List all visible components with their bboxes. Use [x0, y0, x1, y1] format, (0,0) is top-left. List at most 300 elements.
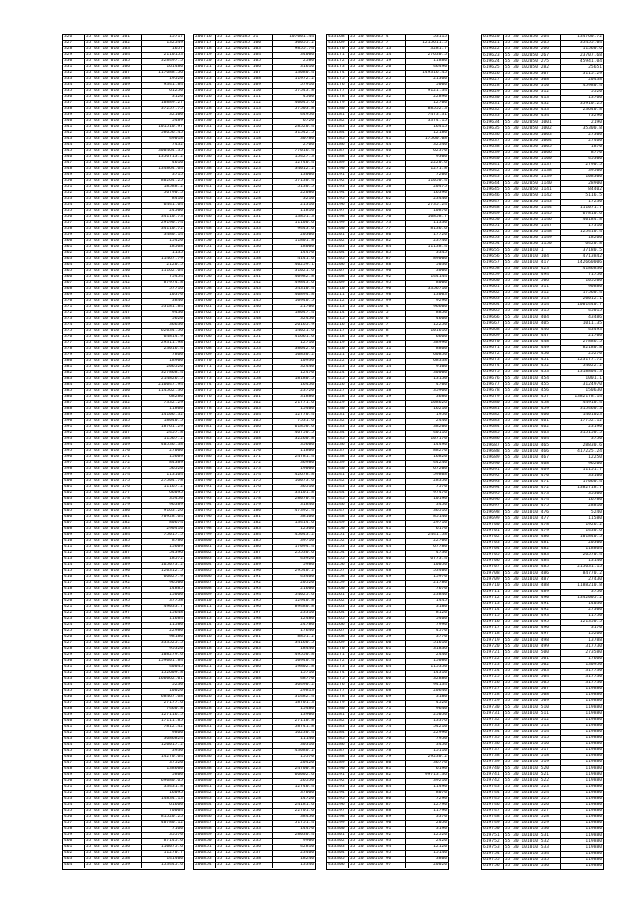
- row-value-cell: 80264.25: [160, 179, 183, 184]
- row-value-cell: 130950: [585, 662, 602, 667]
- row-id-cell: 619656: [482, 254, 504, 259]
- row-code-cell: 55 20 080505 40: [349, 131, 406, 136]
- row-id-cell: 426: [63, 635, 85, 640]
- row-id-cell: 206760: [194, 299, 216, 304]
- row-id-cell: 433260: [327, 587, 349, 592]
- row-id-cell: 206839: [194, 773, 216, 778]
- row-code-cell: 55 30 102050 310: [504, 84, 561, 89]
- row-id-cell: 433292: [327, 779, 349, 784]
- row-id-cell: 350: [63, 179, 85, 184]
- row-id-cell: 442: [63, 731, 85, 736]
- row-id-cell: 336: [63, 95, 85, 100]
- row-value-cell: 9860: [171, 731, 183, 736]
- row-value-cell: 2440: [435, 653, 447, 658]
- row-code-cell: 55 20 100110 54: [349, 605, 406, 610]
- row-value-cell: 317730: [585, 644, 602, 649]
- row-id-cell: 433293: [327, 785, 349, 790]
- row-code-cell: 55 20 100110 13: [349, 359, 406, 364]
- row-code-cell: 55 12 290201 134: [216, 233, 273, 238]
- row-id-cell: 408: [63, 527, 85, 532]
- row-value-cell: 11467.79: [160, 257, 183, 262]
- row-value-cell: 12250: [588, 455, 602, 460]
- row-value-cell: 5980: [302, 563, 314, 568]
- row-id-cell: 429: [63, 653, 85, 658]
- row-id-cell: 619648: [482, 206, 504, 211]
- row-code-cell: 55 30 101010 487: [504, 577, 561, 582]
- row-code-cell: 55 03 10 010 206: [85, 665, 142, 670]
- row-id-cell: 206837: [194, 761, 216, 766]
- row-value-cell: 22890: [433, 95, 447, 100]
- row-value-cell: 12360: [300, 527, 314, 532]
- row-value-cell: 39710: [300, 539, 314, 544]
- row-id-cell: 369: [63, 293, 85, 298]
- row-id-cell: 448: [63, 767, 85, 772]
- row-value-cell: 11580: [588, 516, 602, 521]
- row-value-cell: 61660: [169, 803, 183, 808]
- row-value-cell: 1011.35: [582, 321, 602, 326]
- row-value-cell: 15570: [300, 755, 314, 760]
- row-code-cell: 55 30 101010 515: [504, 736, 561, 741]
- row-code-cell: 55 30 102050 1139: [504, 175, 561, 180]
- row-code-cell: 55 20 080505 13: [349, 47, 406, 52]
- row-id-cell: 433177: [327, 89, 349, 94]
- row-code-cell: 55 30 101010 473: [504, 492, 561, 497]
- row-id-cell: 206840: [194, 779, 216, 784]
- row-value-cell: 39210: [433, 779, 447, 784]
- row-code-cell: 55 30 101010 505: [504, 681, 561, 686]
- row-value-cell: 36490.2: [294, 683, 314, 688]
- row-code-cell: 55 12 290201 157: [216, 371, 273, 376]
- row-code-cell: 55 30 101010 497: [504, 632, 561, 637]
- row-code-cell: 55 12 290201 218: [216, 737, 273, 742]
- row-value-cell: 25270: [588, 351, 602, 357]
- row-id-cell: 430: [63, 659, 85, 664]
- row-value-cell: 29540.2: [294, 569, 314, 574]
- row-code-cell: 55 12 290201 151: [216, 335, 273, 340]
- row-value-cell: 9430: [171, 311, 183, 316]
- row-id-cell: 433: [63, 677, 85, 682]
- row-value-cell: 17560.08: [424, 137, 447, 142]
- row-id-cell: 619717: [482, 626, 504, 631]
- row-value-cell: 4660: [435, 317, 447, 322]
- row-value-cell: 17560.4: [582, 290, 602, 296]
- row-code-cell: 55 03 10 010 106: [85, 65, 142, 70]
- row-id-cell: 619735: [482, 736, 504, 741]
- row-id-cell: 206718: [194, 47, 216, 52]
- row-id-cell: 382: [63, 371, 85, 376]
- row-id-cell: 433229: [327, 401, 349, 406]
- row-value-cell: 88552.3: [427, 107, 447, 112]
- row-code-cell: 55 30 102050 1003: [504, 133, 561, 138]
- row-value-cell: 110075.6: [160, 845, 183, 850]
- row-code-cell: 55 30 102050 1004: [504, 139, 561, 144]
- row-code-cell: 55 20 100110 69: [349, 695, 406, 700]
- row-value-cell: 39500: [588, 169, 602, 174]
- row-code-cell: 55 30 101010 471: [504, 480, 561, 485]
- row-value-cell: 5000: [435, 83, 447, 88]
- row-code-cell: 55 20 100110 88: [349, 809, 406, 814]
- row-code-cell: 55 20 100110 8: [349, 329, 406, 334]
- row-value-cell: 32100: [169, 113, 183, 118]
- row-id-cell: 206846: [194, 815, 216, 820]
- row-code-cell: 55 20 100110 22: [349, 413, 406, 418]
- row-code-cell: 55 12 290201 120: [216, 149, 273, 154]
- row-value-cell: 20012.1: [582, 297, 602, 302]
- row-id-cell: 379: [63, 353, 85, 358]
- row-id-cell: 458: [63, 827, 85, 832]
- row-id-cell: 619671: [482, 346, 504, 351]
- row-id-cell: 619755: [482, 858, 504, 863]
- row-code-cell: 55 12 290201 205: [216, 659, 273, 664]
- row-id-cell: 433294: [327, 791, 349, 796]
- row-id-cell: 452: [63, 791, 85, 796]
- row-id-cell: 433284: [327, 731, 349, 736]
- row-code-cell: 55 30 101010 532: [504, 839, 561, 844]
- row-code-cell: 55 03 10 010 208: [85, 677, 142, 682]
- row-code-cell: 55 12 290201 235: [216, 839, 273, 844]
- row-id-cell: 206778: [194, 407, 216, 412]
- row-id-cell: 206741: [194, 185, 216, 190]
- row-value-cell: 5230: [171, 683, 183, 688]
- row-code-cell: 55 30 102050 1100: [504, 157, 561, 162]
- row-code-cell: 55 20 080505 85: [349, 251, 406, 256]
- row-code-cell: 55 03 10 010 138: [85, 257, 142, 262]
- row-code-cell: 55 30 101010 498: [504, 638, 561, 643]
- row-id-cell: 206743: [194, 197, 216, 202]
- row-id-cell: 433234: [327, 431, 349, 436]
- row-code-cell: 55 03 10 010 232: [85, 821, 142, 826]
- row-code-cell: 55 03 10 010 223: [85, 767, 142, 772]
- row-code-cell: 55 03 10 010 132: [85, 221, 142, 226]
- row-code-cell: 55 20 100110 41: [349, 527, 406, 532]
- row-code-cell: 55 30 101010 462: [504, 425, 561, 430]
- row-id-cell: 619640: [482, 157, 504, 162]
- row-value-cell: 21780: [433, 581, 447, 586]
- row-id-cell: 334: [63, 83, 85, 88]
- row-code-cell: 55 12 290201 219: [216, 743, 273, 748]
- row-value-cell: 15420: [169, 239, 183, 244]
- row-id-cell: 206831: [194, 725, 216, 730]
- row-value-cell: 38160: [300, 515, 314, 520]
- row-code-cell: 55 03 10 010 229: [85, 803, 142, 808]
- row-code-cell: 55 20 100110 7: [349, 323, 406, 328]
- row-value-cell: 29230.2: [427, 755, 447, 760]
- row-code-cell: 55 12 290201 188: [216, 557, 273, 562]
- row-value-cell: 10858.7: [427, 215, 447, 220]
- row-id-cell: 619654: [482, 242, 504, 247]
- row-id-cell: 206808: [194, 587, 216, 592]
- row-code-cell: 55 20 100110 62: [349, 653, 406, 658]
- row-id-cell: 433291: [327, 773, 349, 778]
- row-value-cell: 70004: [169, 809, 183, 814]
- row-code-cell: 55 12 290201 213: [216, 707, 273, 712]
- row-value-cell: 11800: [169, 407, 183, 412]
- row-id-cell: 400: [63, 479, 85, 484]
- row-id-cell: 329: [63, 53, 85, 58]
- row-code-cell: 55 12 290201 171: [216, 455, 273, 460]
- row-id-cell: 433262: [327, 599, 349, 604]
- row-id-cell: 352: [63, 191, 85, 196]
- row-code-cell: 55 12 290201 123: [216, 167, 273, 172]
- row-code-cell: 55 12 290201 187: [216, 551, 273, 556]
- row-id-cell: 206731: [194, 125, 216, 130]
- row-code-cell: 55 12 290201 156: [216, 365, 273, 370]
- row-code-cell: 55 20 100110 68: [349, 689, 406, 694]
- row-id-cell: 433253: [327, 545, 349, 550]
- row-id-cell: 412: [63, 551, 85, 556]
- row-id-cell: 403: [63, 497, 85, 502]
- row-code-cell: 55 30 101010 404: [504, 315, 561, 320]
- row-value-cell: 27886.5: [582, 339, 602, 344]
- row-code-cell: 55 20 080505 39: [349, 125, 406, 130]
- row-id-cell: 619700: [482, 523, 504, 528]
- row-code-cell: 55 03 10 010 180: [85, 509, 142, 514]
- row-code-cell: 55 20 100110 25: [349, 431, 406, 436]
- row-value-cell: 16780: [588, 498, 602, 503]
- row-id-cell: 206852: [194, 851, 216, 856]
- row-code-cell: 55 30 101010 405: [504, 321, 561, 326]
- row-code-cell: 55 20 100110 80: [349, 761, 406, 766]
- row-id-cell: 433210: [327, 287, 349, 292]
- row-id-cell: 346: [63, 155, 85, 160]
- row-value-cell: 2441.58: [427, 533, 447, 538]
- row-id-cell: 433288: [327, 755, 349, 760]
- row-value-cell: 57130.4: [294, 179, 314, 184]
- row-value-cell: 125410.4: [579, 230, 602, 235]
- row-value-cell: 89000: [433, 257, 447, 262]
- row-id-cell: 206745: [194, 209, 216, 214]
- row-value-cell: 34110.73: [160, 215, 183, 220]
- row-value-cell: 11138.4: [427, 245, 447, 250]
- row-value-cell: 45980.4: [582, 83, 602, 88]
- row-value-cell: 15970: [433, 575, 447, 580]
- row-code-cell: 55 03 10 010 161: [85, 395, 142, 400]
- row-id-cell: 391: [63, 425, 85, 430]
- row-value-cell: 3180: [435, 695, 447, 700]
- row-id-cell: 433201: [327, 233, 349, 238]
- row-id-cell: 206807: [194, 581, 216, 586]
- row-code-cell: 55 30 101010 507: [504, 687, 561, 692]
- row-code-cell: 55 20 100110 59: [349, 635, 406, 640]
- row-value-cell: 13080.4: [294, 71, 314, 76]
- row-code-cell: 55 30 101010 453: [504, 370, 561, 375]
- row-code-cell: 55 20 100110 49: [349, 575, 406, 580]
- row-id-cell: 619740: [482, 766, 504, 771]
- row-value-cell: 21700: [300, 305, 314, 310]
- row-id-cell: 433273: [327, 665, 349, 670]
- row-value-cell: 25651: [588, 65, 602, 70]
- row-value-cell: 12120: [433, 845, 447, 850]
- row-value-cell: 46750.5: [294, 431, 314, 436]
- row-id-cell: 206823: [194, 677, 216, 682]
- row-id-cell: 433250: [327, 527, 349, 532]
- row-code-cell: 55 20 080505 25: [349, 77, 406, 82]
- row-id-cell: 619650: [482, 218, 504, 223]
- row-value-cell: 101510.97: [158, 125, 183, 130]
- row-code-cell: 55 12 290201 237: [216, 851, 273, 856]
- row-value-cell: 36980: [300, 461, 314, 466]
- row-value-cell: 24781.4: [294, 455, 314, 460]
- row-code-cell: 55 20 080505 19: [349, 59, 406, 64]
- row-id-cell: 619712: [482, 596, 504, 601]
- row-code-cell: 55 20 100110 45: [349, 551, 406, 556]
- row-id-cell: 433272: [327, 659, 349, 664]
- row-id-cell: 433193: [327, 185, 349, 190]
- row-code-cell: 55 03 10 010 186: [85, 545, 142, 550]
- row-code-cell: 55 20 100110 84: [349, 785, 406, 790]
- row-code-cell: 55 03 10 010 110: [85, 89, 142, 94]
- row-id-cell: 357: [63, 221, 85, 226]
- row-code-cell: 55 03 10 010 151: [85, 335, 142, 340]
- row-value-cell: 144144: [430, 275, 447, 280]
- row-id-cell: 433290: [327, 767, 349, 772]
- row-id-cell: 422: [63, 611, 85, 616]
- row-value-cell: 36630: [169, 323, 183, 328]
- row-id-cell: 619711: [482, 590, 504, 595]
- row-id-cell: 206820: [194, 659, 216, 664]
- row-value-cell: 84389: [169, 461, 183, 466]
- row-id-cell: 619727: [482, 687, 504, 692]
- row-id-cell: 206763: [194, 317, 216, 322]
- row-code-cell: 55 30 102050 1145: [504, 212, 561, 217]
- row-id-cell: 619637: [482, 139, 504, 144]
- row-value-cell: 20640: [433, 689, 447, 694]
- row-id-cell: 433231: [327, 413, 349, 418]
- row-id-cell: 206769: [194, 353, 216, 358]
- row-code-cell: 55 12 290201 211: [216, 695, 273, 700]
- row-code-cell: 55 03 10 010 152: [85, 341, 142, 346]
- row-value-cell: 119880: [585, 839, 602, 844]
- row-code-cell: 55 30 101010 448: [504, 340, 561, 345]
- row-value-cell: 26570.4: [582, 552, 602, 558]
- row-value-cell: 3190: [435, 827, 447, 832]
- row-id-cell: 456: [63, 815, 85, 820]
- row-value-cell: 43486: [588, 315, 602, 320]
- row-code-cell: 55 30 101010 477: [504, 516, 561, 521]
- row-id-cell: 385: [63, 389, 85, 394]
- row-code-cell: 55 20 100110 37: [349, 503, 406, 508]
- row-code-cell: 55 20 100110 4: [349, 305, 406, 310]
- row-code-cell: 55 12 290201 122: [216, 161, 273, 166]
- row-code-cell: 55 20 100110 19: [349, 395, 406, 400]
- row-code-cell: 55 12 290201 215: [216, 719, 273, 724]
- row-code-cell: 55 03 10 010 109: [85, 83, 142, 88]
- row-id-cell: 433245: [327, 497, 349, 502]
- row-value-cell: 317730: [585, 680, 602, 686]
- row-id-cell: 415: [63, 569, 85, 574]
- row-code-cell: 55 30 101010 450: [504, 352, 561, 357]
- row-code-cell: 55 30 101010 514: [504, 730, 561, 735]
- row-value-cell: 118864: [585, 546, 602, 552]
- row-code-cell: 55 12 290201 142: [216, 281, 273, 286]
- row-value-cell: 2190: [590, 120, 602, 125]
- row-value-cell: 7290: [435, 797, 447, 802]
- row-value-cell: 56790.5: [163, 191, 183, 196]
- row-code-cell: 55 12 290201 202: [216, 641, 273, 646]
- row-id-cell: 457: [63, 821, 85, 826]
- row-code-cell: 55 12 290201 143: [216, 287, 273, 292]
- row-value-cell: 120312.5: [160, 569, 183, 574]
- row-code-cell: 55 12 290201 117: [216, 131, 273, 136]
- row-value-cell: 11810: [300, 209, 314, 214]
- row-code-cell: 55 03 10 010 160: [85, 389, 142, 394]
- row-id-cell: 619753: [482, 845, 504, 850]
- row-id-cell: 619649: [482, 212, 504, 217]
- row-code-cell: 55 12 290201 234: [216, 833, 273, 838]
- row-code-cell: 55 03 10 010 173: [85, 467, 142, 472]
- row-value-cell: 45043.2: [294, 533, 314, 538]
- row-code-cell: 55 20 080505 36: [349, 113, 406, 118]
- row-id-cell: 619664: [482, 303, 504, 308]
- row-value-cell: 119880: [585, 821, 602, 826]
- row-code-cell: 55 20 100110 24: [349, 425, 406, 430]
- row-code-cell: 55 20 080505 84: [349, 245, 406, 250]
- row-id-cell: 433254: [327, 551, 349, 556]
- row-code-cell: 55 20 080505 27: [349, 83, 406, 88]
- row-value-cell: 75454: [169, 275, 183, 280]
- row-id-cell: 619641: [482, 163, 504, 168]
- row-code-cell: 55 20 100110 48: [349, 569, 406, 574]
- row-id-cell: 441: [63, 725, 85, 730]
- row-code-cell: 55 03 10 010 236: [85, 845, 142, 850]
- row-value-cell: 18588.2: [163, 185, 183, 190]
- row-code-cell: 55 12 290201 198: [216, 617, 273, 622]
- row-value-cell: 108300: [585, 175, 602, 180]
- row-code-cell: 55 30 101010 464: [504, 437, 561, 442]
- row-id-cell: 619643: [482, 175, 504, 180]
- row-id-cell: 386: [63, 395, 85, 400]
- row-code-cell: 55 12 290201 190: [216, 569, 273, 574]
- row-code-cell: 55 03 10 010 172: [85, 461, 142, 466]
- row-code-cell: 55 12 290201 212: [216, 701, 273, 706]
- row-value-cell: 8770: [590, 150, 602, 156]
- row-id-cell: 206812: [194, 611, 216, 616]
- row-code-cell: 55 30 101010 484: [504, 559, 561, 564]
- row-id-cell: 433248: [327, 515, 349, 520]
- row-value-cell: 13000: [300, 173, 314, 178]
- row-value-cell: 9163.26: [163, 509, 183, 514]
- row-id-cell: 206730: [194, 119, 216, 124]
- row-value-cell: 44240: [433, 461, 447, 466]
- row-id-cell: 619739: [482, 760, 504, 765]
- row-value-cell: 3680: [435, 395, 447, 400]
- row-code-cell: 55 30 101010 311: [504, 285, 561, 290]
- row-value-cell: 16450: [300, 383, 314, 388]
- row-code-cell: 55 03 10 010 217: [85, 731, 142, 736]
- row-code-cell: 55 20 100110 42: [349, 533, 406, 538]
- row-code-cell: 55 20 080505 96: [349, 287, 406, 292]
- row-value-cell: 159001.84: [158, 659, 183, 664]
- row-code-cell: 55 30 101010 451: [504, 358, 561, 363]
- row-id-cell: 619689: [482, 455, 504, 460]
- row-code-cell: 55 30 102050 434: [504, 114, 561, 119]
- row-id-cell: 433283: [327, 725, 349, 730]
- row-id-cell: 402: [63, 491, 85, 496]
- row-code-cell: 55 03 10 010 133: [85, 227, 142, 232]
- row-value-cell: 17310: [588, 223, 602, 229]
- row-id-cell: 206829: [194, 713, 216, 718]
- row-value-cell: 54310.4: [294, 287, 314, 292]
- row-value-cell: 11140: [300, 737, 314, 742]
- row-id-cell: 206845: [194, 809, 216, 814]
- row-code-cell: 55 20 100110 20: [349, 401, 406, 406]
- row-id-cell: 206810: [194, 599, 216, 604]
- row-code-cell: 55 30 102050 1001: [504, 120, 561, 125]
- row-value-cell: 15140: [433, 851, 447, 856]
- row-code-cell: 55 12 290201 166: [216, 425, 273, 430]
- row-value-cell: 85140: [433, 515, 447, 520]
- row-id-cell: 433270: [327, 647, 349, 652]
